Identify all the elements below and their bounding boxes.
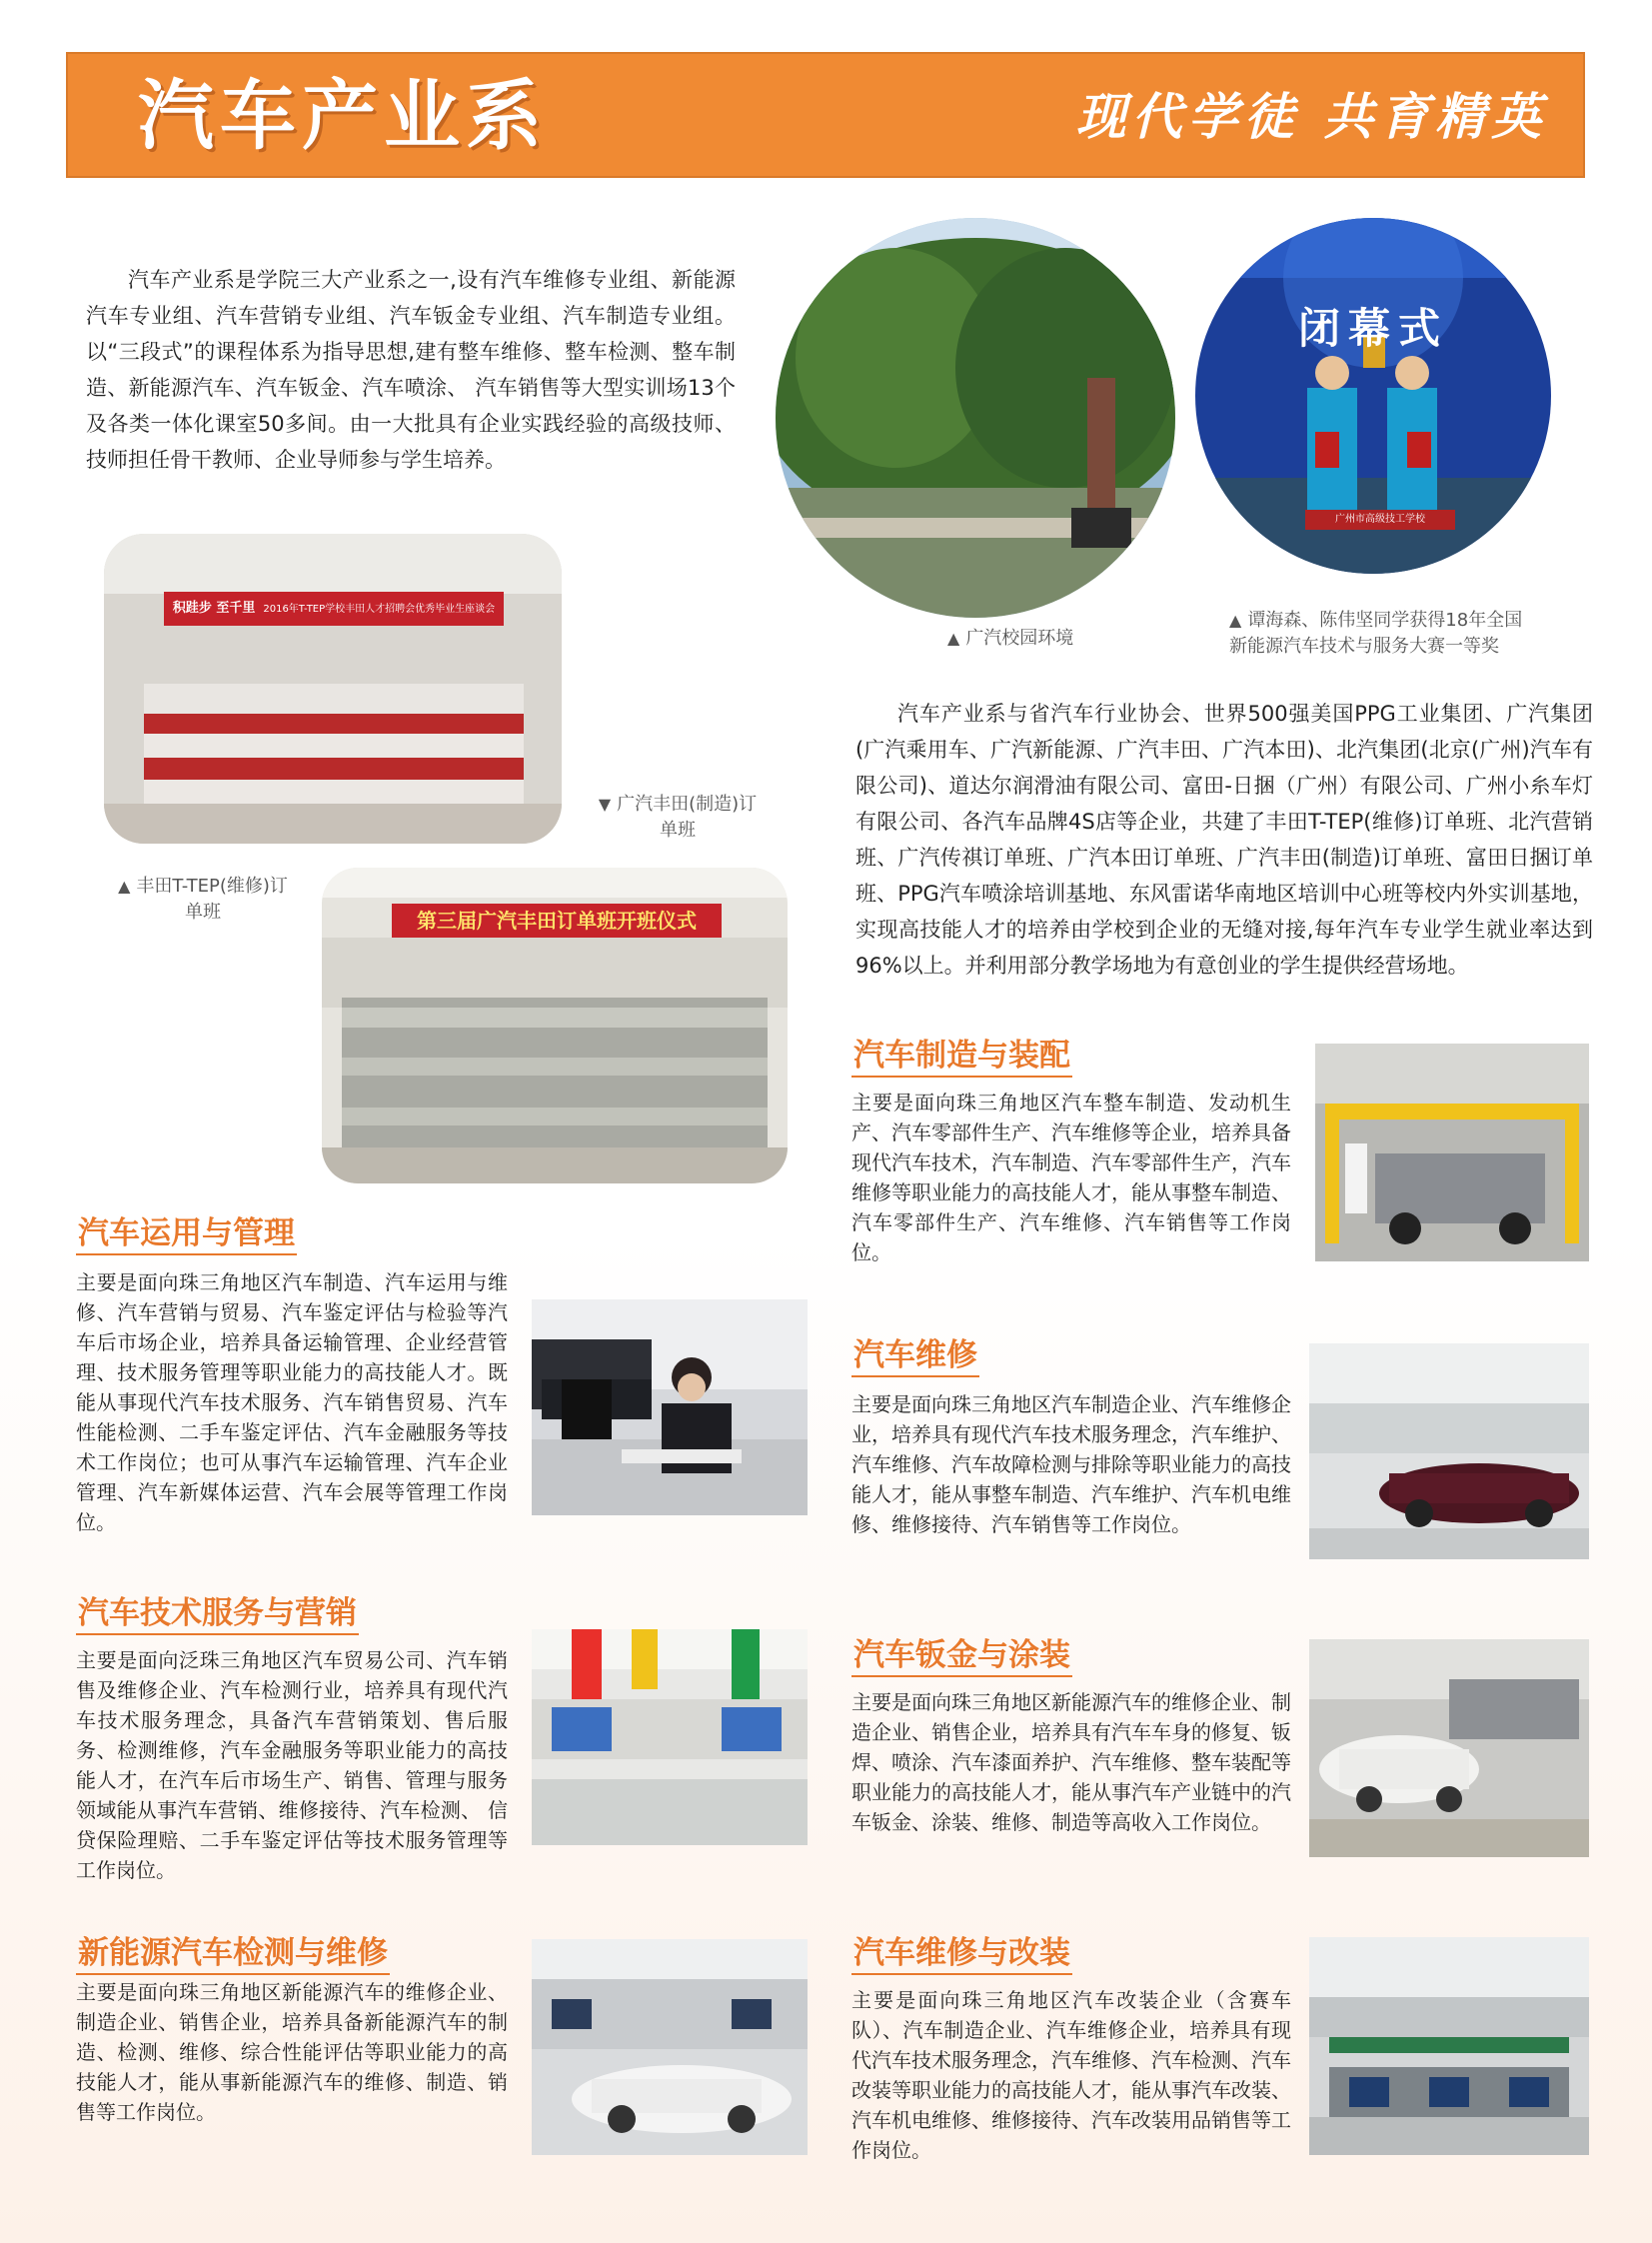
triangle-up-icon: ▲ (947, 629, 960, 648)
section-text: 主要是面向泛珠三角地区汽车贸易公司、汽车销售及维修企业、汽车检测行业，培养具有现代汽车技术服务理念，具备汽车营销策划、售后服务、检测维修，汽车金融服务等职业能力的高技能人才，在汽车后市场生产、销售、管理与服务领域能从事汽车营销、维修接待、汽车检测、 信贷保险理赔、二手车鉴定评估等技术服务管理等工作岗位。 (76, 1648, 508, 1882)
section-tech-service-marketing (76, 1593, 359, 1635)
header-banner (66, 52, 1585, 178)
mfg-photo-banner: 第三届广汽丰田订单班开班仪式 (417, 909, 697, 933)
section-repair-modification (851, 1933, 1072, 1975)
section-body-painting (851, 1635, 1072, 1677)
page-title: 汽车产业系 (138, 71, 548, 160)
section-vehicle-management (76, 1213, 297, 1255)
campus-photo (776, 218, 1175, 618)
section-manufacturing-assembly-photo (1315, 1044, 1589, 1261)
section-auto-repair-photo (1309, 1343, 1589, 1559)
page-slogan: 现代学徒 共育精英 (1075, 87, 1547, 146)
caption-toyota-mfg: ▼ 广汽丰田(制造)订单班 (598, 794, 758, 841)
section-vehicle-management-photo (532, 1299, 808, 1515)
section-title: 汽车钣金与涂装 (851, 1635, 1072, 1677)
triangle-down-icon: ▼ (598, 795, 612, 814)
section-nev-diagnosis (76, 1933, 390, 1975)
caption-ttep: ▲ 丰田T-TEP(维修)订单班 (118, 876, 288, 923)
section-title: 汽车维修 (851, 1335, 979, 1377)
toyota-mfg-class-photo (322, 868, 788, 1183)
section-manufacturing-assembly (851, 1036, 1072, 1078)
section-text: 主要是面向珠三角地区汽车整车制造、发动机生产、汽车零部件生产、汽车维修等企业，培养具备现代汽车技术，汽车制造、汽车零部件生产，汽车维修等职业能力的高技能人才，能从事整车制造、汽车零部件生产、汽车维修、汽车销售等工作岗位。 (851, 1091, 1291, 1264)
section-title: 汽车制造与装配 (851, 1036, 1072, 1078)
section-text: 主要是面向珠三角地区汽车制造、汽车运用与维修、汽车营销与贸易、汽车鉴定评估与检验等汽车后市场企业，培养具备运输管理、企业经营管理、技术服务管理等职业能力的高技能人才。既能从事现代汽车技术服务、汽车销售贸易、汽车性能检测、二手车鉴定评估、汽车金融服务等技术工作岗位；也可从事汽车运输管理、汽车企业管理、汽车新媒体运营、汽车会展等管理工作岗位。 (76, 1270, 508, 1534)
ttep-class-photo (104, 534, 562, 844)
section-title: 汽车技术服务与营销 (76, 1593, 359, 1635)
award-photo-school: 广州市高级技工学校 (1335, 514, 1425, 525)
section-title: 汽车维修与改装 (851, 1933, 1072, 1975)
intro-paragraph: 汽车产业系是学院三大产业系之一,设有汽车维修专业组、新能源汽车专业组、汽车营销专业组、汽车钣金专业组、汽车制造专业组。以“三段式”的课程体系为指导思想,建有整车维修、整车检测、整车制造、新能源汽车、汽车钣金、汽车喷涂、 汽车销售等大型实训场13个及各类一体化课室50多间。由一大批具有企业实践经验的高级技师、技师担任骨干教师、企业导师参与学生培养。 (86, 268, 736, 472)
section-nev-diagnosis-photo (532, 1939, 808, 2155)
ttep-photo-slogan: 积跬步 至千里 (172, 601, 256, 616)
section-text: 主要是面向珠三角地区汽车改装企业（含赛车队）、汽车制造企业、汽车维修企业，培养具有现代汽车技术服务理念，汽车维修、汽车检测、汽车改装等职业能力的高技能人才，能从事汽车改装、汽车机电维修、维修接待、汽车改装用品销售等工作岗位。 (851, 1988, 1291, 2162)
section-title: 新能源汽车检测与维修 (76, 1933, 390, 1975)
section-repair-modification-photo (1309, 1937, 1589, 2155)
cooperation-paragraph: 汽车产业系与省汽车行业协会、世界500强美国PPG工业集团、广汽集团(广汽乘用车、广汽新能源、广汽丰田、广汽本田)、北汽集团(北京(广州)汽车有限公司)、道达尔润滑油有限公司、富田-日捆（广州）有限公司、广州小糸车灯有限公司、各汽车品牌4S店等企业，共建了丰田T-TEP(维修)订单班、北汽营销班、广汽传祺订单班、广汽本田订单班、广汽丰田(制造)订单班、富田日捆订单班、PPG汽车喷涂培训基地、东风雷诺华南地区培训中心班等校内外实训基地，实现高技能人才的培养由学校到企业的无缝对接,每年汽车专业学生就业率达到96%以上。并利用部分教学场地为有意创业的学生提供经营场地。 (855, 702, 1593, 978)
caption-campus: ▲ 广汽校园环境 (947, 628, 1074, 649)
award-photo-banner: 闭幕式 (1297, 304, 1448, 353)
section-text: 主要是面向珠三角地区新能源汽车的维修企业、制造企业、销售企业，培养具备新能源汽车的制造、检测、维修、综合性能评估等职业能力的高技能人才，能从事新能源汽车的维修、制造、销售等工作岗位。 (76, 1980, 508, 2124)
section-text: 主要是面向珠三角地区汽车制造企业、汽车维修企业，培养具有现代汽车技术服务理念，汽车维护、汽车维修、汽车故障检测与排除等职业能力的高技能人才，能从事整车制造、汽车维护、汽车机电维修、维修接待、汽车销售等工作岗位。 (851, 1392, 1291, 1536)
section-text: 主要是面向珠三角地区新能源汽车的维修企业、制造企业、销售企业，培养具有汽车车身的修复、钣焊、喷涂、汽车漆面养护、汽车维修、整车装配等职业能力的高技能人才，能从事汽车产业链中的汽车钣金、涂装、维修、制造等高收入工作岗位。 (851, 1690, 1291, 1834)
award-photo (1195, 218, 1551, 574)
section-title: 汽车运用与管理 (76, 1213, 297, 1255)
section-tech-service-marketing-photo (532, 1629, 808, 1845)
triangle-up-icon: ▲ (1229, 611, 1242, 630)
triangle-up-icon: ▲ (118, 877, 131, 896)
section-auto-repair (851, 1335, 979, 1377)
caption-award: ▲ 谭海森、陈伟坚同学获得18年全国新能源汽车技术与服务大赛一等奖 (1229, 610, 1523, 657)
ttep-photo-banner: 2016年T-TEP学校丰田人才招聘会优秀毕业生座谈会 (263, 604, 496, 615)
section-body-painting-photo (1309, 1639, 1589, 1857)
